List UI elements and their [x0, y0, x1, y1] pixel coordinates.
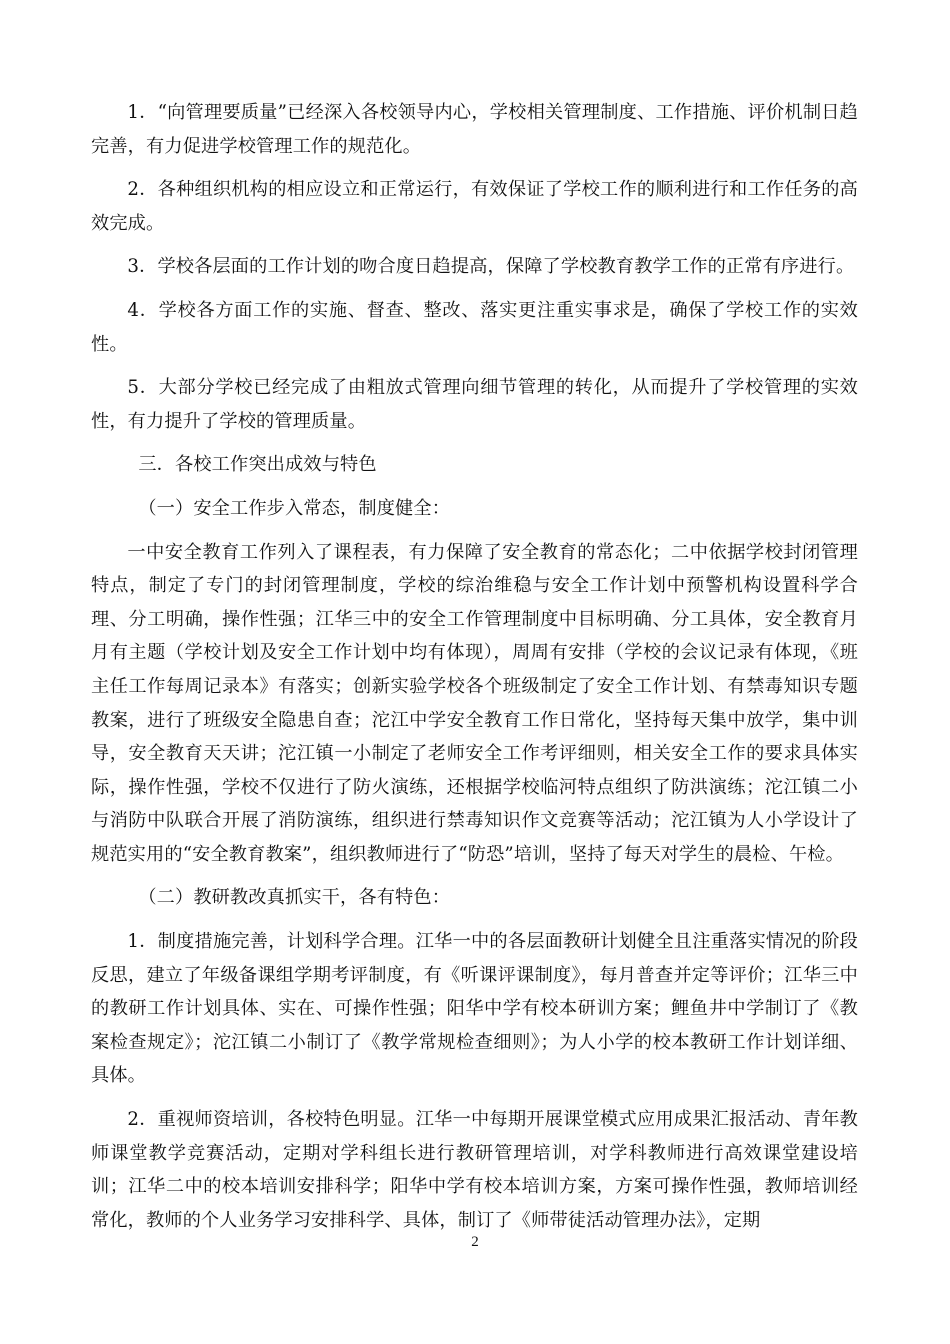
paragraph-detail-management: 5．大部分学校已经完成了由粗放式管理向细节管理的转化，从而提升了学校管理的实效性，有力提升了学校的管理质量。 — [91, 377, 858, 432]
paragraph-teacher-training: 2．重视师资培训，各校特色明显。江华一中每期开展课堂模式应用成果汇报活动、青年教师课堂教学竞赛活动，定期对学科组长进行教研管理培训，对学科教师进行高效课堂建设培训；江华二中的校本培训安排科学；阳华中学有校本培训方案，方案可操作性强，教师培训经常化，教师的个人业务学习安排科学、具体，制订了《师带徒活动管理办法》，定期 — [91, 1109, 858, 1231]
paragraph-system-measures: 1．制度措施完善，计划科学合理。江华一中的各层面教研计划健全且注重落实情况的阶段反思，建立了年级备课组学期考评制度，有《听课评课制度》，每月普查并定等评价；江华三中的教研工作计划具体、实在、可操作性强；阳华中学有校本研训方案；鲤鱼井中学制订了《教案检查规定》；沱江镇二小制订了《教学常规检查细则》；为人小学的校本教研工作计划详细、具体。 — [91, 931, 858, 1087]
subheading-teaching-research: （二）教研教改真抓实干，各有特色： — [138, 887, 451, 909]
document-body — [91, 96, 858, 1237]
paragraph-implementation: 4．学校各方面工作的实施、督查、整改、落实更注重实事求是，确保了学校工作的实效性。 — [91, 299, 858, 355]
paragraph-organization: 2．各种组织机构的相应设立和正常运行，有效保证了学校工作的顺利进行和工作任务的高效完成。 — [91, 179, 858, 234]
paragraph-work-plan: 3．学校各层面的工作计划的吻合度日趋提高，保障了学校教育教学工作的正常有序进行。 — [127, 256, 855, 278]
subheading-safety: （一）安全工作步入常态，制度健全： — [138, 497, 451, 519]
paragraph-safety-details: 一中安全教育工作列入了课程表，有力保障了安全教育的常态化；二中依据学校封闭管理特点，制定了专门的封闭管理制度，学校的综治维稳与安全工作计划中预警机构设置科学合理、分工明确，操作性强；江华三中的安全工作管理制度中目标明确、分工具体，安全教育月月有主题（学校计划及安全工作计划中均有体现），周周有安排（学校的会议记录有体现，《班主任工作每周记录本》有落实；创新实验学校各个班级制定了安全工作计划、有禁毒知识专题教案，进行了班级安全隐患自查；沱江中学安全教育工作日常化，坚持每天集中放学，集中训导，安全教育天天讲；沱江镇一小制定了老师安全工作考评细则，相关安全工作的要求具体实际，操作性强，学校不仅进行了防火演练，还根据学校临河特点组织了防洪演练；沱江镇二小与消防中队联合开展了消防演练，组织进行禁毒知识作文竞赛等活动；沱江镇为人小学设计了规范实用的“安全教育教案”，组织教师进行了“防恐”培训，坚持了每天对学生的晨检、午检。 — [91, 541, 858, 865]
section-heading-achievements: 三．各校工作突出成效与特色 — [138, 454, 377, 476]
page-number: 2 — [471, 1234, 479, 1250]
paragraph-management-quality: 1．“向管理要质量”已经深入各校领导内心，学校相关管理制度、工作措施、评价机制日趋完善，有力促进学校管理工作的规范化。 — [91, 102, 858, 157]
